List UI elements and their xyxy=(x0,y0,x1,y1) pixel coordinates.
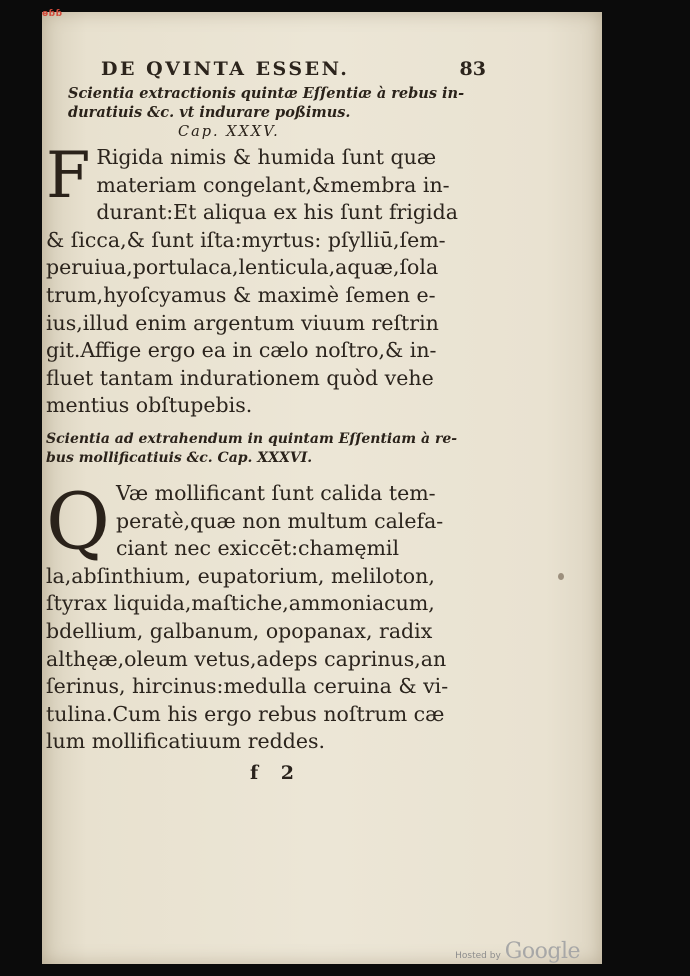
hosted-by-label: Hosted by xyxy=(455,951,501,961)
google-watermark xyxy=(455,939,580,964)
page-text xyxy=(46,58,486,784)
body-line: git.Affige ergo ea in cælo noſtro,& in- xyxy=(46,338,437,363)
body-line: tulina.Cum his ergo rebus noſtrum cæ xyxy=(46,701,445,726)
chapter-35-body xyxy=(46,139,486,420)
body-line: ſtyrax liquida,maſtiche,ammoniacum, xyxy=(46,591,435,616)
body-line: bdellium, galbanum, opopanax, radix xyxy=(46,618,433,643)
body-line: peratè,quæ non multum calefa- xyxy=(115,508,444,533)
body-line: ius,illud enim argentum viuum reſtrin xyxy=(46,310,439,335)
body-line: Væ mollificant ſunt calida tem- xyxy=(115,480,436,505)
page-number: 83 xyxy=(459,58,486,80)
ink-blot xyxy=(558,573,564,580)
chapter-title-line: Scientia ad extrahendum in quintam Eſſentiam à re- xyxy=(46,430,458,447)
chapter-title-line: Scientia extractionis quintæ Eſſentiæ à rebus in- xyxy=(68,85,465,102)
chapter-36 xyxy=(46,430,486,784)
body-line: peruiua,portulaca,lenticula,aquæ,ſola xyxy=(46,255,439,280)
body-line: lum mollificatiuum reddes. xyxy=(46,729,326,754)
body-line: ſerinus, hircinus:medulla ceruina & vi- xyxy=(46,674,449,699)
body-line: althęæ,oleum vetus,adeps caprinus,an xyxy=(46,646,447,671)
drop-capital-q: Q xyxy=(46,476,110,567)
signature-mark: f 2 xyxy=(249,761,302,784)
body-line: mentius obſtupebis. xyxy=(46,393,253,418)
chapter-36-body xyxy=(46,476,486,756)
chapter-35-number: Cap. XXXV. xyxy=(178,124,280,140)
chapter-35-title xyxy=(46,84,486,122)
body-line: fluet tantam indurationem quòd vehe xyxy=(46,365,434,390)
body-line: durant:Et aliqua ex his ſunt frigida xyxy=(96,200,458,225)
drop-capital-f: F xyxy=(46,139,91,213)
corner-mark: ɵɓɓ xyxy=(42,9,63,19)
body-line: trum,hyoſcyamus & maximè ſemen e- xyxy=(46,282,436,307)
chapter-title-line: duratiuis &c. vt indurare poßimus. xyxy=(68,104,351,121)
chapter-title-line: bus mollificatiuis &c. Cap. XXXVI. xyxy=(46,449,313,466)
running-head xyxy=(46,58,486,80)
body-line: materiam congelant,&membra in- xyxy=(96,172,450,197)
chapter-36-title xyxy=(46,430,486,468)
body-line: Rigida nimis & humida ſunt quæ xyxy=(96,145,437,169)
body-line: & ſicca,& ſunt iſta:myrtus: pſylliū,ſem- xyxy=(46,227,446,252)
body-line: ciant nec exiccēt:chamęmil xyxy=(115,536,400,561)
body-line: la,abſinthium, eupatorium, meliloton, xyxy=(46,563,435,588)
running-head-title: DE QVINTA ESSEN. xyxy=(101,58,350,80)
google-logo: Google xyxy=(504,939,580,964)
